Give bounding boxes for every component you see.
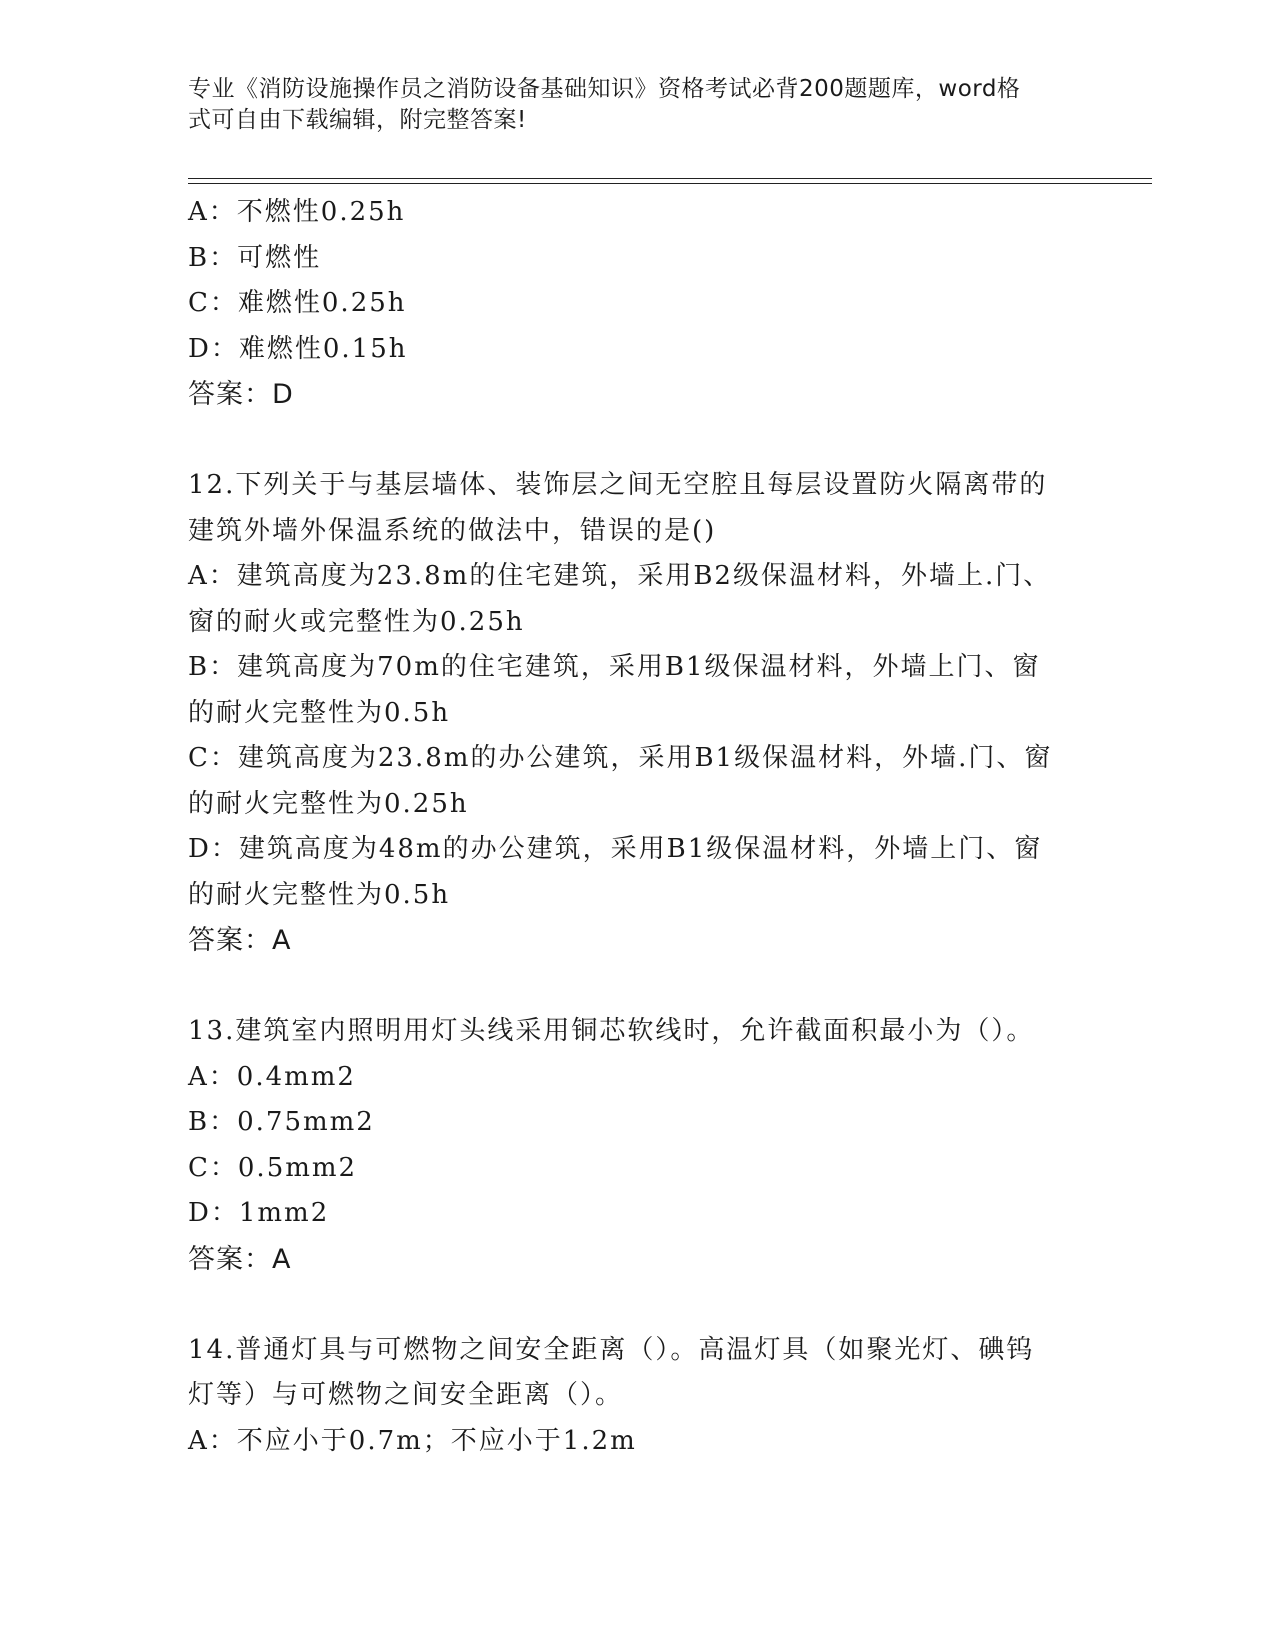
header-divider [188,178,1152,179]
option-line: A：0.4mm2 [188,1061,356,1092]
option-line: 的耐火完整性为0.25h [188,788,469,819]
question-spacer [188,418,1088,464]
question-13-block [188,1009,1088,1282]
question-stem: 14.普通灯具与可燃物之间安全距离（）。高温灯具（如聚光灯、碘钨 [188,1334,1035,1365]
question-content [188,190,1088,1464]
option-line: A：不应小于0.7m；不应小于1.2m [188,1425,637,1456]
question-spacer [188,964,1088,1010]
question-12-block [188,463,1088,964]
option-line: B：可燃性 [188,242,322,273]
option-line: C：0.5mm2 [188,1152,358,1183]
answer-line: 答案：A [188,1243,292,1275]
question-11-block [188,190,1088,418]
question-stem: 建筑外墙外保温系统的做法中，错误的是() [188,515,717,546]
question-stem: 12.下列关于与基层墙体、装饰层之间无空腔且每层设置防火隔离带的 [188,470,1048,500]
header-line: 专业《消防设施操作员之消防设备基础知识》资格考试必背200题题库，word格 [188,76,1021,102]
option-line: C：建筑高度为23.8m的办公建筑，采用B1级保温材料，外墙.门、窗 [188,743,1053,773]
option-line: D：难燃性0.15h [188,333,408,364]
question-stem: 灯等）与可燃物之间安全距离（）。 [188,1380,624,1410]
question-spacer [188,1282,1088,1328]
option-line: A：不燃性0.25h [188,197,406,227]
option-line: A：建筑高度为23.8m的住宅建筑，采用B2级保温材料，外墙上.门、 [188,561,1052,591]
question-14-block [188,1328,1088,1465]
option-line: B：建筑高度为70m的住宅建筑，采用B1级保温材料，外墙上门、窗 [188,652,1041,682]
header-line: 式可自由下载编辑，附完整答案! [188,107,527,133]
document-header [188,74,1068,136]
option-line: D：建筑高度为48m的办公建筑，采用B1级保温材料，外墙上门、窗 [188,834,1043,864]
option-line: C：难燃性0.25h [188,288,407,318]
answer-line: 答案：D [188,379,294,410]
header-divider [188,183,1152,184]
answer-line: 答案：A [188,925,292,956]
option-line: D：1mm2 [188,1198,330,1228]
option-line: 窗的耐火或完整性为0.25h [188,606,525,637]
question-stem: 13.建筑室内照明用灯头线采用铜芯软线时，允许截面积最小为（）。 [188,1016,1035,1046]
option-line: 的耐火完整性为0.5h [188,697,451,728]
option-line: 的耐火完整性为0.5h [188,879,451,910]
option-line: B：0.75mm2 [188,1107,375,1137]
